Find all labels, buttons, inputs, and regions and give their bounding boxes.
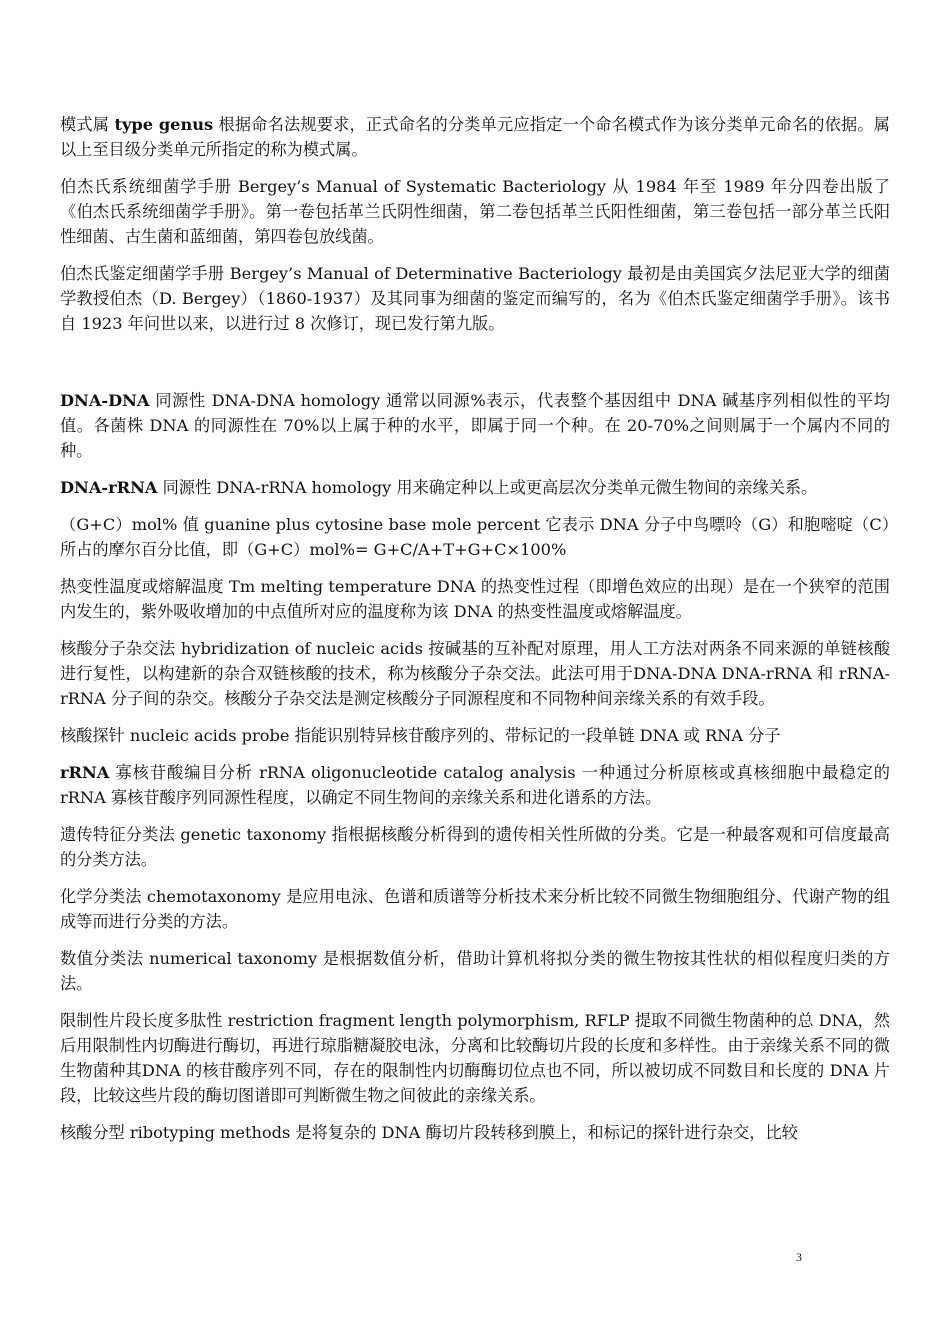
paragraph-text: 数值分类法 numerical taxonomy 是根据数值分析，借助计算机将拟分类的微生物按其性状的相似程度归类的方法。 [60,949,890,993]
term-bold: type genus [114,115,214,134]
paragraph-text: 限制性片段长度多肽性 restriction fragment length polymorphism, RFLP 提取不同微生物菌种的总 DNA，然后用限制性内切酶进行酶切，再进行琼脂糖凝胶电泳，分离和比较酶切片段的长度和多样性。由于亲缘关系不同的微生物菌种其DNA 的核苷酸序列不同，存在的限制性内切酶酶切位点也不同，所以被切成不同数目和长度的 DNA 片段，比较这些片段的酶切图谱即可判断微生物之间彼此的亲缘关系。 [60,1011,890,1105]
paragraph-determinative-manual [60,261,890,336]
paragraph-melting-temperature [60,574,890,624]
paragraph-rrna-catalog [60,760,890,810]
paragraph-text: 同源性 DNA-DNA homology 通常以同源%表示，代表整个基因组中 DNA 碱基序列相似性的平均值。各菌株 DNA 的同源性在 70%以上属于种的水平，即属于同一个种。在 20-70%之间则属于一个属内不同的种。 [60,391,890,460]
paragraph-text: 寡核苷酸编目分析 rRNA oligonucleotide catalog analysis 一种通过分析原核或真核细胞中最稳定的 rRNA 寡核苷酸序列同源性程度，以确定不同生物间的亲缘关系和进化谱系的方法。 [60,763,890,807]
paragraph-type-genus [60,112,890,162]
term-bold: DNA-rRNA [60,478,158,497]
paragraph-text: 核酸分子杂交法 hybridization of nucleic acids 按碱基的互补配对原理，用人工方法对两条不同来源的单链核酸进行复性，以构建新的杂合双链核酸的技术，称为核酸分子杂交法。此法可用于DNA-DNA DNA-rRNA 和 rRNA-rRNA 分子间的杂交。核酸分子杂交法是测定核酸分子同源程度和不同物种间亲缘关系的有效手段。 [60,639,890,708]
paragraph-text: 核酸分型 ribotyping methods 是将复杂的 DNA 酶切片段转移到膜上，和标记的探针进行杂交，比较 [60,1123,798,1142]
paragraph-nucleic-acids-probe [60,723,890,748]
term-label: 模式属 [60,115,115,134]
paragraph-text: 同源性 DNA-rRNA homology 用来确定种以上或更高层次分类单元微生物间的亲缘关系。 [157,478,818,497]
term-definition: 根据命名法规要求，正式命名的分类单元应指定一个命名模式作为该分类单元命名的依据。属以上至目级分类单元所指定的称为模式属。 [60,115,890,159]
paragraph-text: （G+C）mol% 值 guanine plus cytosine base mole percent 它表示 DNA 分子中鸟嘌呤（G）和胞嘧啶（C）所占的摩尔百分比值，即（G+C）mol%= G+C/A+T+G+C×100% [60,515,890,559]
paragraph-text: 伯杰氏系统细菌学手册 Bergey’s Manual of Systematic Bacteriology 从 1984 年至 1989 年分四卷出版了《伯杰氏系统细菌学手册》。第一卷包括革兰氏阴性细菌，第二卷包括革兰氏阳性细菌，第三卷包括一部分革兰氏阳性细菌、古生菌和蓝细菌，第四卷包放线菌。 [60,177,890,246]
paragraph-genetic-taxonomy [60,822,890,872]
document-body [60,112,890,1157]
section-gap [60,348,890,388]
paragraph-text: 伯杰氏鉴定细菌学手册 Bergey’s Manual of Determinative Bacteriology 最初是由美国宾夕法尼亚大学的细菌学教授伯杰（D. Bergey）（1860-1937）及其同事为细菌的鉴定而编写的，名为《伯杰氏鉴定细菌学手册》。该书自 1923 年问世以来，以进行过 8 次修订，现已发行第九版。 [60,264,890,333]
paragraph-hybridization [60,636,890,711]
paragraph-text: 核酸探针 nucleic acids probe 指能识别特异核苷酸序列的、带标记的一段单链 DNA 或 RNA 分子 [60,726,781,745]
paragraph-text: 热变性温度或熔解温度 Tm melting temperature DNA 的热变性过程（即增色效应的出现）是在一个狭窄的范围内发生的，紫外吸收增加的中点值所对应的温度称为该 DNA 的热变性温度或熔解温度。 [60,577,890,621]
paragraph-text: 化学分类法 chemotaxonomy 是应用电泳、色谱和质谱等分析技术来分析比较不同微生物细胞组分、代谢产物的组成等而进行分类的方法。 [60,887,890,931]
paragraph-text: 遗传特征分类法 genetic taxonomy 指根据核酸分析得到的遗传相关性所做的分类。它是一种最客观和可信度最高的分类方法。 [60,825,890,869]
paragraph-chemotaxonomy [60,884,890,934]
paragraph-numerical-taxonomy [60,946,890,996]
paragraph-dna-rrna-homology [60,475,890,500]
term-bold: DNA-DNA [60,391,150,410]
paragraph-ribotyping [60,1120,890,1145]
paragraph-gc-mol-percent [60,512,890,562]
paragraph-dna-dna-homology [60,388,890,463]
term-bold: rRNA [60,763,110,782]
paragraph-rflp [60,1008,890,1108]
paragraph-systematic-manual [60,174,890,249]
page-number: 3 [796,1250,802,1264]
